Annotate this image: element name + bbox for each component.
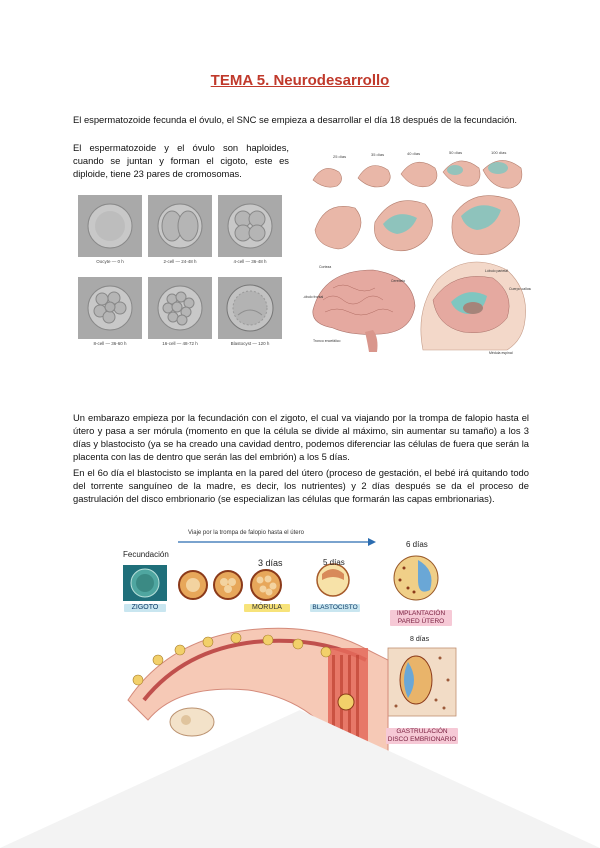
cleavage-stage-cells bbox=[179, 570, 281, 600]
label-8-dias: 8 días bbox=[410, 636, 430, 643]
embryo-image-oocyte bbox=[78, 195, 142, 257]
brain-stage-35 bbox=[358, 166, 390, 188]
label-fecundacion: Fecundación bbox=[123, 550, 169, 559]
embryo-image-8cell bbox=[78, 277, 142, 339]
paragraph-implantacion: En el 6o día el blastocisto se implanta en la pared del útero (proceso de gestación, el bebé irá quitando todo del torrente sanguíneo de la madre, es decir, los nutrientes) y 2 días después se da el proceso de gastrulación del disco embrionario (se especializan las células que formarán las capas embrionarias). bbox=[73, 467, 529, 504]
embryo-caption: 8-cell — 36-60 h bbox=[93, 341, 127, 346]
brain-development-figure bbox=[303, 150, 531, 360]
embryo-image-4cell bbox=[218, 195, 282, 257]
embryo-image-2cell bbox=[148, 195, 212, 257]
stage-label: 25 días bbox=[333, 154, 347, 159]
implantation-illustration bbox=[394, 556, 438, 600]
brain-label: Lóbulo frontal bbox=[303, 295, 324, 299]
stage-label: 50 días bbox=[449, 150, 463, 155]
brain-label: Médula espinal bbox=[489, 351, 513, 355]
stage-label: 100 días bbox=[491, 150, 507, 155]
embryo-image-blastocyst bbox=[218, 277, 282, 339]
label-gastrulacion: GASTRULACIÓN DISCO EMBRIONARIO bbox=[387, 728, 457, 743]
blastocyst-illustration bbox=[317, 564, 349, 596]
brain-label: Lóbulo parietal bbox=[485, 269, 508, 273]
stage-label: 35 días bbox=[371, 152, 385, 157]
brain-stage-50 bbox=[443, 161, 480, 186]
brain-stage-25 bbox=[313, 168, 342, 187]
stage-label: 40 días bbox=[407, 151, 421, 156]
brain-stage-40 bbox=[401, 162, 437, 187]
paragraph-haploides: El espermatozoide y el óvulo son haploides, cuando se juntan y forman el cigoto, este es diploide, tiene 23 pares de cromosomas. bbox=[73, 142, 289, 179]
brain-label: Corteza bbox=[319, 265, 332, 269]
label-implantacion: IMPLANTACIÓN PARED ÚTERO bbox=[390, 610, 452, 626]
embryo-caption: 4-cell — 36-48 h bbox=[233, 259, 267, 264]
embryo-caption: 16-cell — 48-72 h bbox=[162, 341, 198, 346]
brain-label: Cerebelo bbox=[391, 279, 406, 283]
label-cigoto: ZIGOTO bbox=[124, 604, 166, 612]
label-6-dias: 6 días bbox=[406, 540, 428, 549]
label-blastocisto: BLASTOCISTO bbox=[310, 604, 360, 612]
embryo-caption: 2-cell — 24-48 h bbox=[163, 259, 197, 264]
brain-label: Tronco encefálico bbox=[313, 339, 341, 343]
page-title: TEMA 5. Neurodesarrollo bbox=[210, 72, 390, 89]
embryo-micrograph-grid bbox=[78, 195, 283, 355]
paragraph-embarazo: Un embarazo empieza por la fecundación con el zigoto, el cual va viajando por la trompa de falopio hasta el útero y pasa a ser mórula (momento en que la célula se divide al máximo, sin aumentar su tamaño) a los 3 días y blastocisto (ya se ha creado una cavidad dentro, podemos diferenciar las células de fuera que serán la placenta con las de dentro que serán las del embrión) a los 5 días. bbox=[73, 412, 529, 462]
label-morula: MÓRULA bbox=[244, 604, 290, 612]
label-3-dias: 3 días bbox=[258, 558, 283, 568]
label-arrow-text: Viaje por la trompa de falopio hasta el útero bbox=[188, 530, 304, 536]
paragraph-fecundacion: El espermatozoide fecunda el óvulo, el SNC se empieza a desarrollar el día 18 después de la fecundación. bbox=[73, 114, 518, 125]
brain-label: Cuerpo calloso bbox=[509, 287, 531, 291]
watermark-shape bbox=[0, 690, 600, 848]
embryo-image-16cell bbox=[148, 277, 212, 339]
label-5-dias: 5 días bbox=[323, 558, 345, 567]
embryo-caption: Oocyte — 0 h bbox=[96, 259, 124, 264]
embryo-caption: Blastocyst — 120 h bbox=[230, 341, 270, 346]
